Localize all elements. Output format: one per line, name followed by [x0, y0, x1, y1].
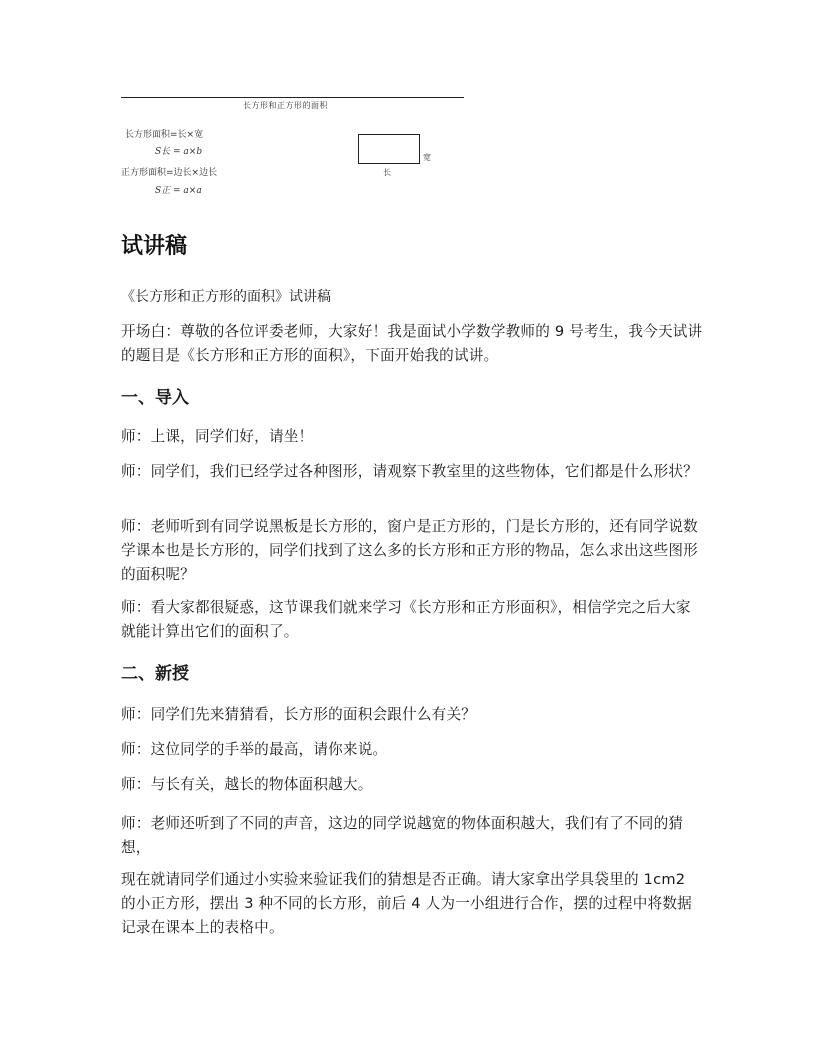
paragraph: 师：同学们，我们已经学过各种图形，请观察下教室里的这些物体，它们都是什么形状？: [121, 463, 698, 480]
paragraph: 师：老师还听到了不同的声音，这边的同学说越宽的物体面积越大，我们有了不同的猜想，: [121, 815, 684, 856]
paragraph: 师：与长有关，越长的物体面积越大。: [121, 776, 373, 793]
square-area-text: 正方形面积=边长×边长: [121, 168, 218, 178]
page-title: 试讲稿: [121, 234, 188, 259]
blackboard-figure: [121, 97, 466, 201]
paragraph: 师：上课，同学们好，请坐！: [121, 428, 314, 445]
rectangle-area-formula: S长 = a×b: [155, 147, 203, 157]
width-label: 宽: [423, 153, 431, 162]
section-heading-new-lesson: 二、新授: [121, 664, 189, 684]
square-area-formula: S正 = a×a: [155, 186, 202, 196]
section-heading-intro: 一、导入: [121, 388, 189, 408]
paragraph: 师：同学们先来猜猜看，长方形的面积会跟什么有关？: [121, 706, 477, 723]
paragraph: 师：这位同学的手举的最高，请你来说。: [121, 741, 388, 758]
paragraph: 现在就请同学们通过小实验来验证我们的猜想是否正确。请大家拿出学具袋里的 1cm2 的小正方形，摆出 3 种不同的长方形，前后 4 人为一小组进行合作，摆的过程中将数据记录在课本上的表格中。: [121, 871, 692, 936]
rectangle-area-text: 长方形面积=长×宽: [125, 130, 204, 140]
document-subtitle: 《长方形和正方形的面积》试讲稿: [121, 289, 331, 305]
length-label: 长: [383, 168, 391, 177]
rectangle-diagram: [358, 134, 420, 164]
paragraph: 师：看大家都很疑惑，这节课我们就来学习《长方形和正方形面积》，相信学完之后大家就能计算出它们的面积了。: [121, 599, 691, 640]
board-title: 长方形和正方形的面积: [243, 101, 328, 110]
opening-paragraph: 开场白：尊敬的各位评委老师，大家好！我是面试小学数学教师的 9 号考生，我今天试讲的题目是《长方形和正方形的面积》，下面开始我的试讲。: [121, 323, 703, 364]
paragraph: 师：老师听到有同学说黑板是长方形的，窗户是正方形的，门是长方形的，还有同学说数学课本也是长方形的，同学们找到了这么多的长方形和正方形的物品，怎么求出这些图形的面积呢？: [121, 518, 698, 583]
board-top-rule: [121, 97, 464, 98]
